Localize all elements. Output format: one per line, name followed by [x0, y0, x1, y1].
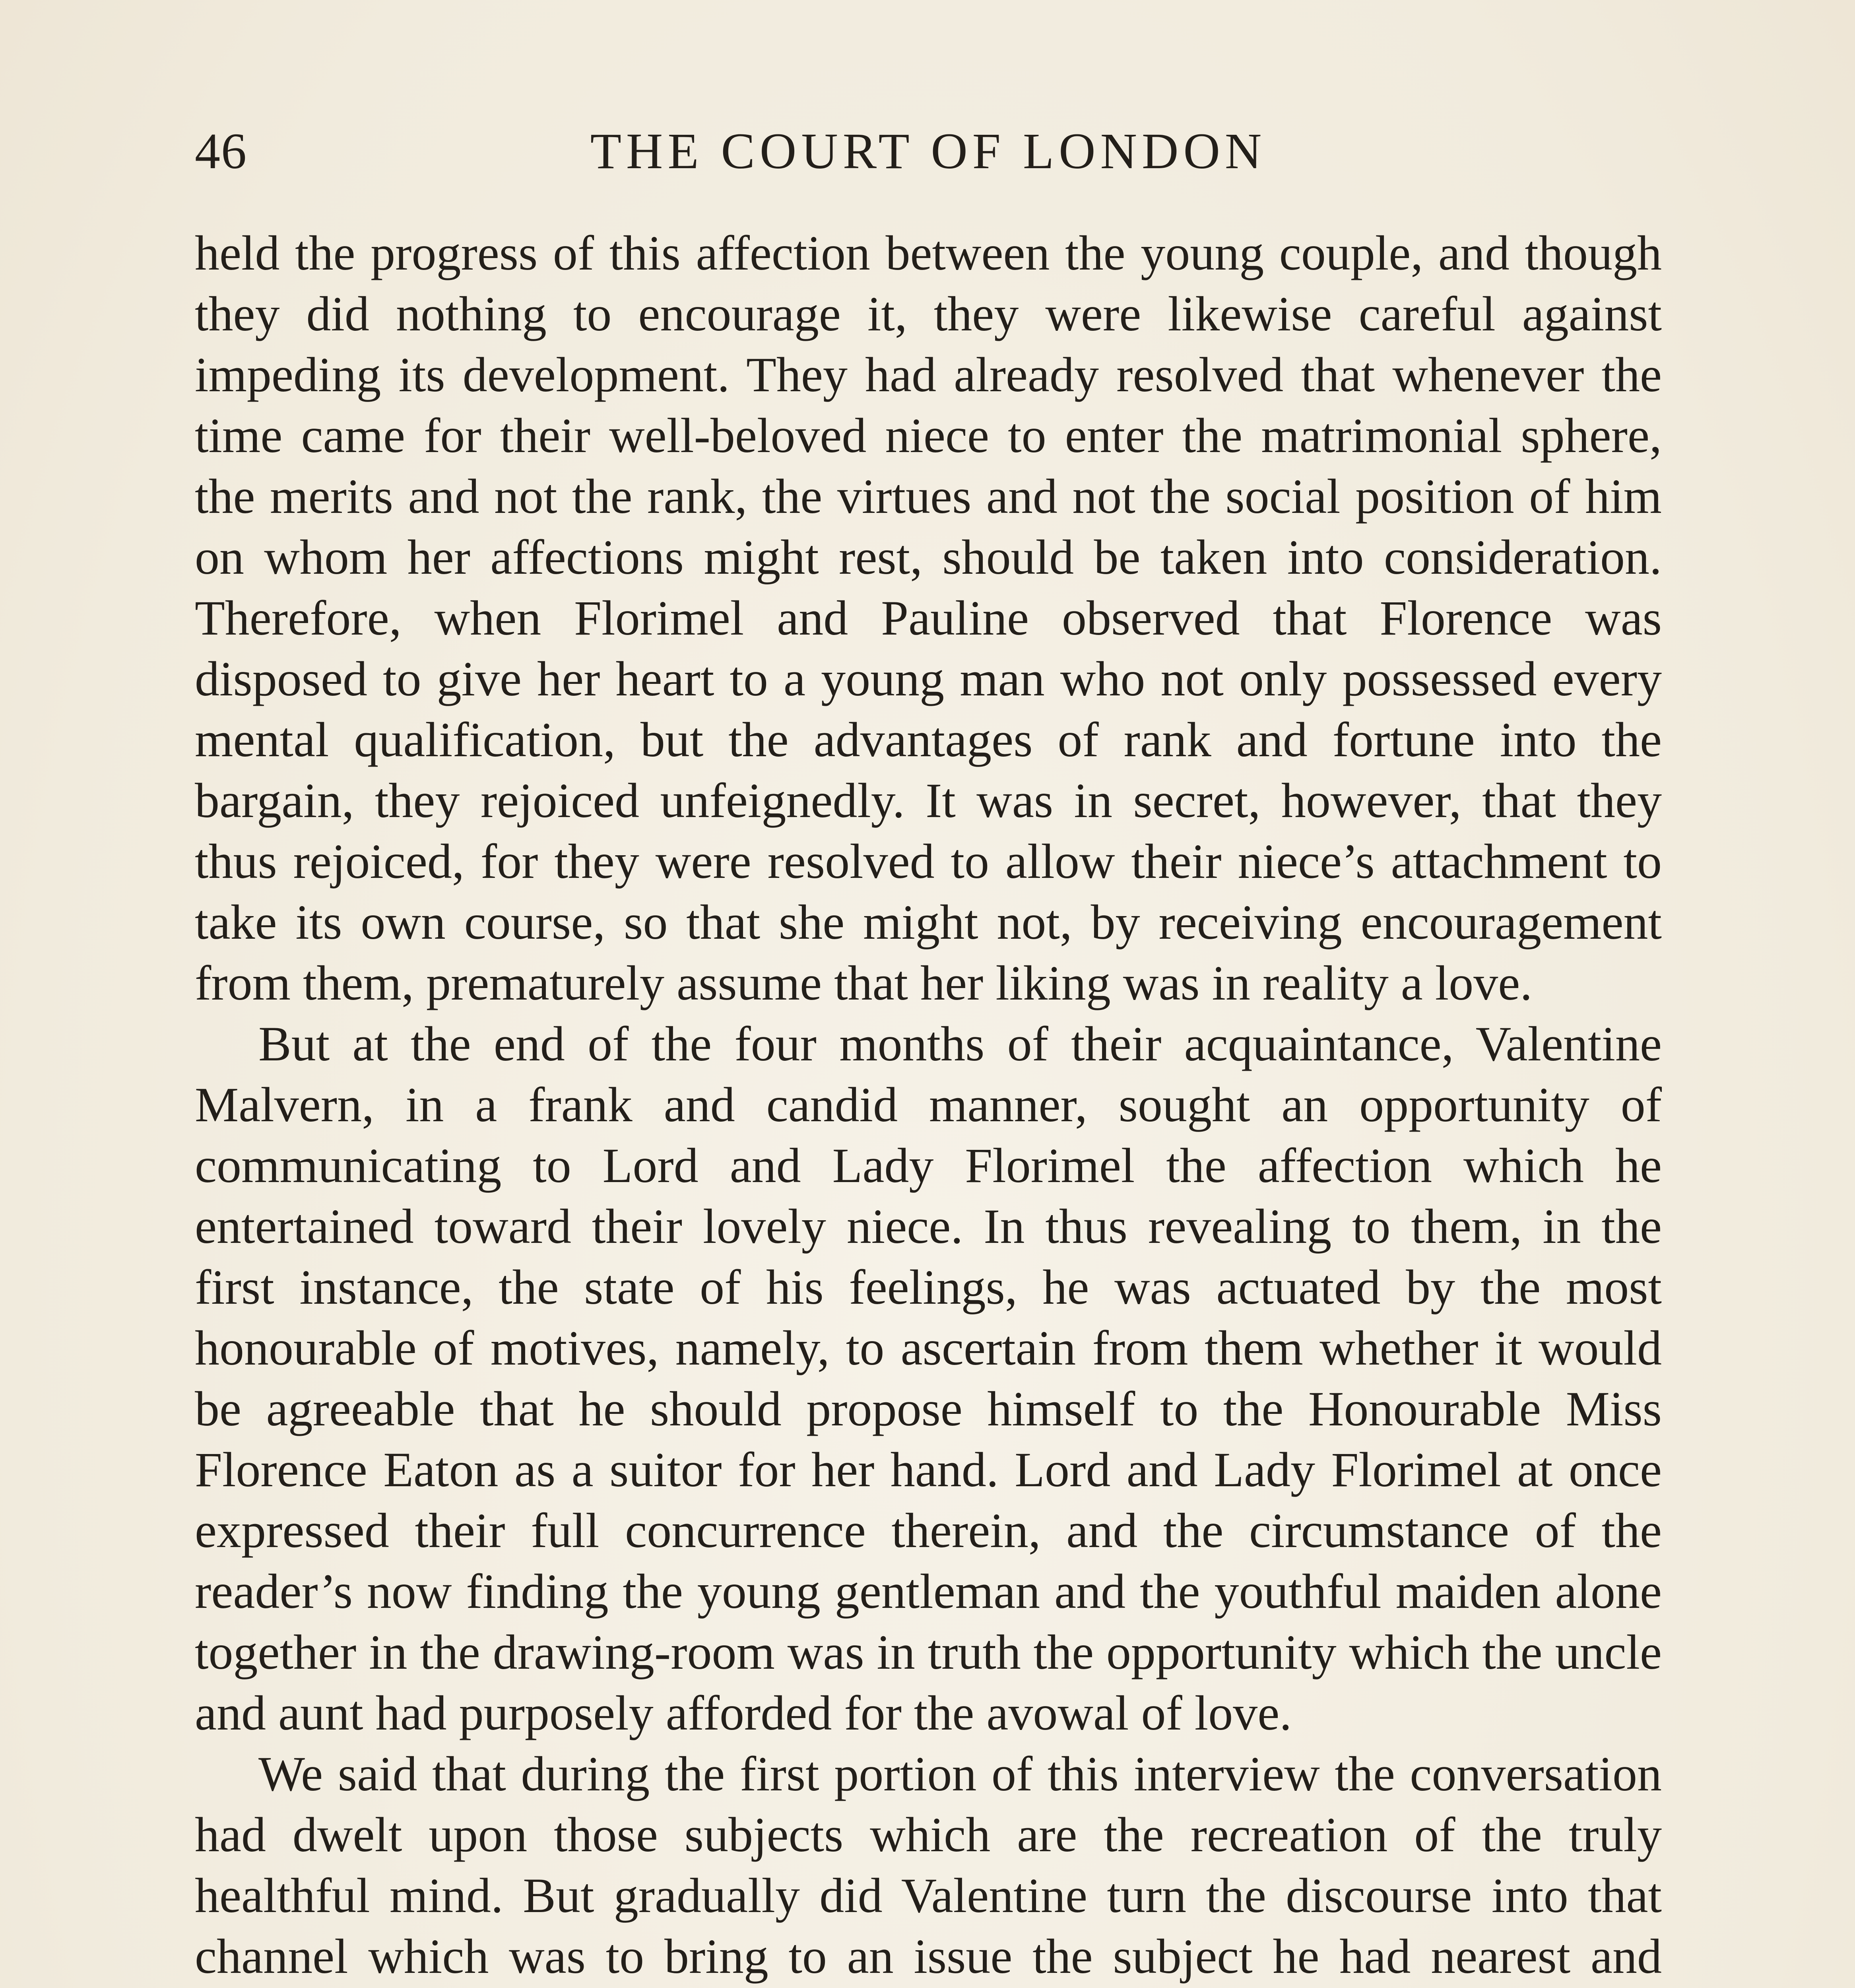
body-text — [195, 223, 1662, 1988]
running-title: THE COURT OF LONDON — [590, 123, 1267, 179]
running-head — [195, 115, 1662, 187]
page-number: 46 — [195, 123, 247, 179]
paragraph-3: We said that during the first portion of this interview the conversation had dwelt upon those subjects which are the recreation of the truly healthful mind. But gradually did Valentine turn the discourse into that channel which was to bring to an issue the subject he had nearest and — [195, 1747, 1662, 1984]
paragraph-1: held the progress of this affection between the young couple, and though they did nothing to encourage it, they were likewise careful against impeding its development. They had already resolved that whenever the time came for their well-beloved niece to enter the matrimonial sphere, the merits and not the rank, the virtues and not the social position of him on whom her affections might rest, should be taken into consideration. Therefore, when Florimel and Pauline observed that Florence was disposed to give her heart to a young man who not only possessed every mental qualification, but the advantages of rank and fortune into the bargain, they rejoiced unfeignedly. It was in secret, however, that they thus rejoiced, for they were resolved to allow their niece’s attachment to take its own course, so that she might not, by receiving encouragement from them, prematurely assume that her liking was in reality a love. — [195, 226, 1662, 1010]
paragraph-2: But at the end of the four months of their acquaintance, Valentine Malvern, in a frank and candid manner, sought an opportunity of communicating to Lord and Lady Florimel the affection which he entertained toward their lovely niece. In thus revealing to them, in the first instance, the state of his feelings, he was actuated by the most honourable of motives, namely, to ascertain from them whether it would be agreeable that he should propose himself to the Honourable Miss Florence Eaton as a suitor for her hand. Lord and Lady Florimel at once expressed their full concurrence therein, and the circumstance of the reader’s now finding the young gentleman and the youthful maiden alone together in the drawing-room was in truth the opportunity which the uncle and aunt had purposely afforded for the avowal of love. — [195, 1017, 1662, 1740]
